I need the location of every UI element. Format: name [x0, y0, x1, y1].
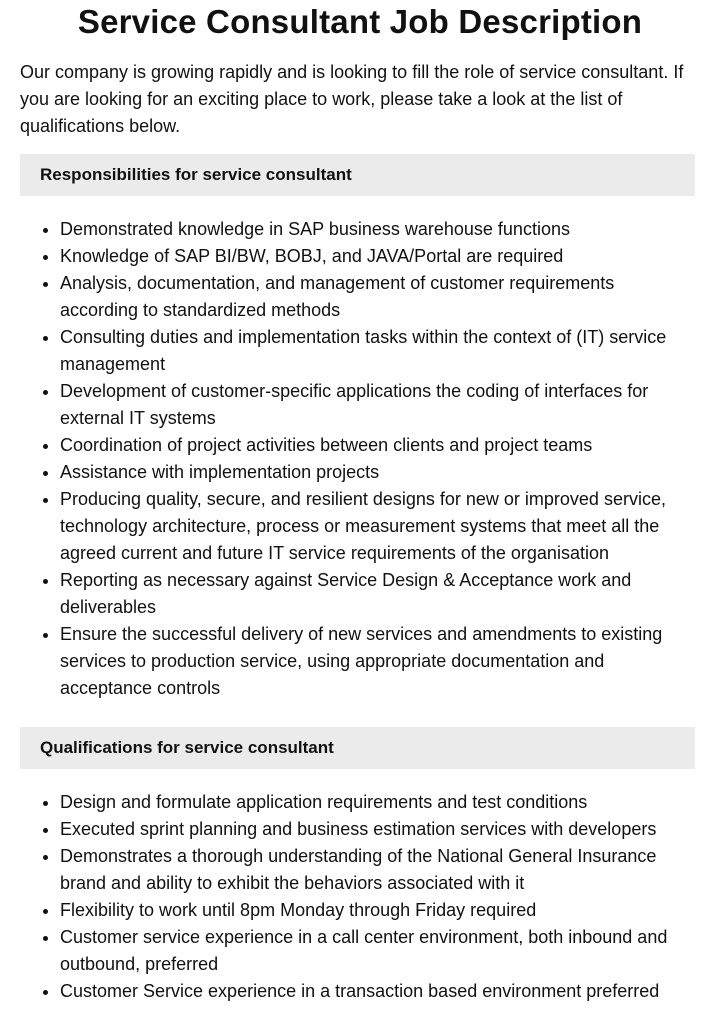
intro-paragraph: Our company is growing rapidly and is looking to fill the role of service consultant. If you are looking for an exciting place to work, please take a look at the list of qualifications below. — [20, 62, 684, 136]
list-item: • Customer Service experience in a transaction based environment preferred — [60, 978, 695, 1005]
responsibilities-list — [20, 216, 695, 702]
list-item: • Flexibility to work until 8pm Monday through Friday required — [60, 897, 695, 924]
list-item: • Analysis, documentation, and management of customer requirements according to standardized methods — [60, 270, 695, 324]
qualifications-heading: Qualifications for service consultant — [20, 727, 695, 769]
list-item: • Demonstrates a thorough understanding of the National General Insurance brand and ability to exhibit the behaviors associated with it — [60, 843, 695, 897]
page-title: Service Consultant Job Description — [77, 3, 643, 40]
list-item: • Ensure the successful delivery of new services and amendments to existing services to production service, using appropriate documentation and acceptance controls — [60, 621, 695, 702]
list-item: • Reporting as necessary against Service Design & Acceptance work and deliverables — [60, 567, 695, 621]
list-item: • Assistance with implementation projects — [60, 459, 695, 486]
list-item: • Executed sprint planning and business estimation services with developers — [60, 816, 695, 843]
list-item: • Knowledge of SAP BI/BW, BOBJ, and JAVA/Portal are required — [60, 243, 695, 270]
qualifications-list — [20, 789, 695, 1005]
list-item: • Customer service experience in a call center environment, both inbound and outbound, preferred — [60, 924, 695, 978]
list-item: • Development of customer-specific applications the coding of interfaces for external IT systems — [60, 378, 695, 432]
list-item: • Design and formulate application requirements and test conditions — [60, 789, 695, 816]
list-item: • Consulting duties and implementation tasks within the context of (IT) service management — [60, 324, 695, 378]
list-item: • Coordination of project activities between clients and project teams — [60, 432, 695, 459]
responsibilities-heading: Responsibilities for service consultant — [20, 154, 695, 196]
list-item: • Producing quality, secure, and resilient designs for new or improved service, technology architecture, process or measurement systems that meet all the agreed current and future IT service requirements of the organisation — [60, 486, 695, 567]
list-item: • Demonstrated knowledge in SAP business warehouse functions — [60, 216, 695, 243]
